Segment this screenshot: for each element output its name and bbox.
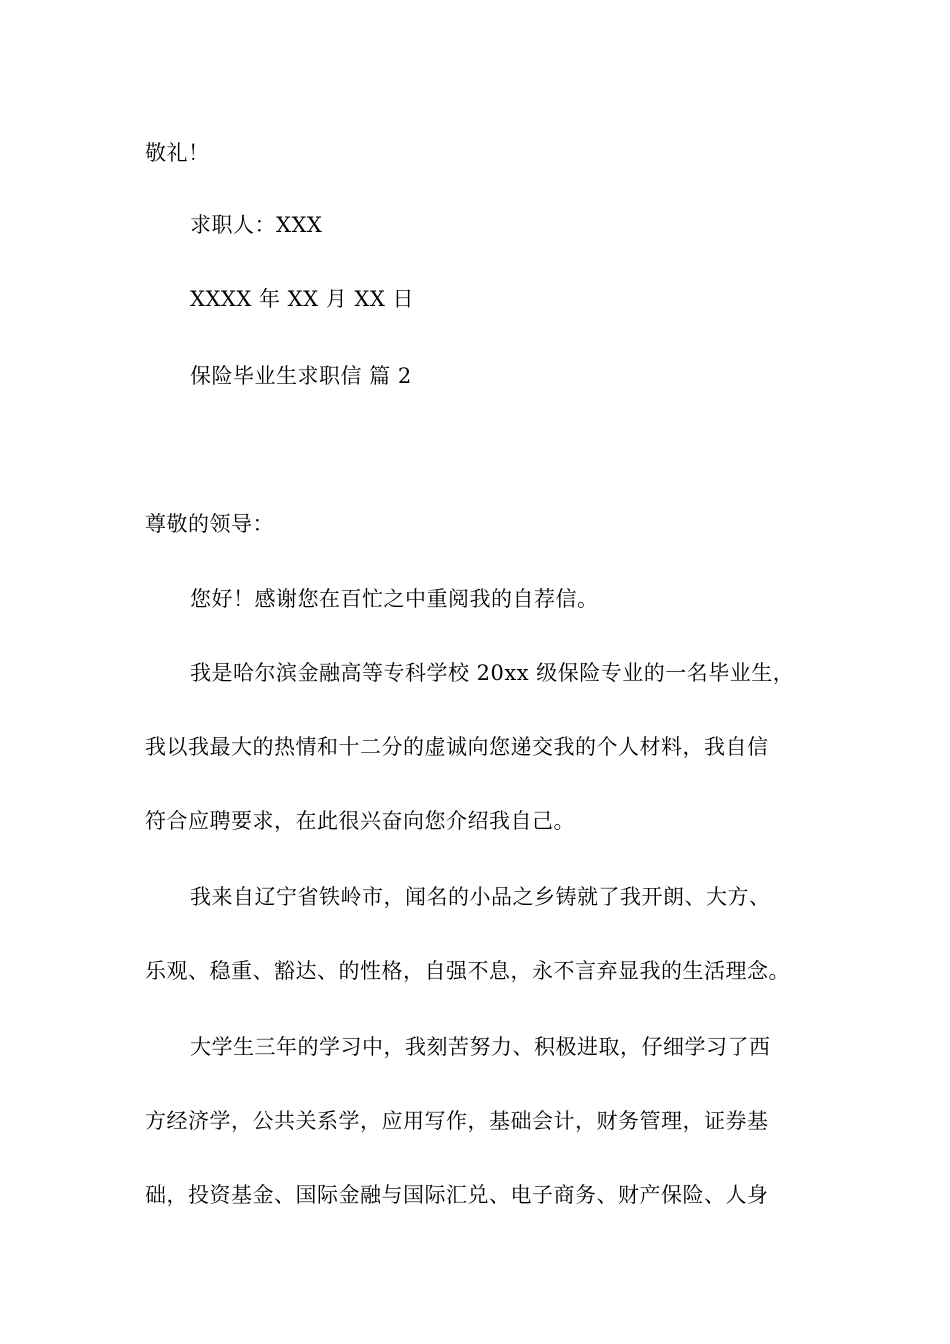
paragraph-line: 大学生三年的学习中，我刻苦努力、积极进取，仔细学习了西 bbox=[190, 1035, 771, 1059]
paragraph-line: 方经济学，公共关系学，应用写作，基础会计，财务管理，证券基 bbox=[145, 1109, 769, 1133]
salutation: 尊敬的领导： bbox=[145, 512, 274, 536]
paragraph-line: 乐观、稳重、豁达、的性格，自强不息，永不言弃显我的生活理念。 bbox=[145, 959, 790, 983]
closing-text: 敬礼！ bbox=[145, 141, 210, 165]
paragraph-line: 我来自辽宁省铁岭市，闻名的小品之乡铸就了我开朗、大方、 bbox=[190, 885, 771, 909]
signature-line: 求职人：XXX bbox=[190, 213, 323, 237]
paragraph-line: 础，投资基金、国际金融与国际汇兑、电子商务、财产保险、人身 bbox=[145, 1183, 769, 1207]
paragraph-line: 我以我最大的热情和十二分的虚诚向您递交我的个人材料，我自信 bbox=[145, 735, 769, 759]
paragraph-line: 我是哈尔滨金融高等专科学校 20xx 级保险专业的一名毕业生， bbox=[190, 661, 795, 685]
paragraph-line: 您好！感谢您在百忙之中重阅我的自荐信。 bbox=[190, 587, 599, 611]
section-title: 保险毕业生求职信 篇 2 bbox=[190, 364, 412, 388]
paragraph-line: 符合应聘要求，在此很兴奋向您介绍我自己。 bbox=[145, 809, 575, 833]
date-line: XXXX 年 XX 月 XX 日 bbox=[190, 287, 414, 311]
